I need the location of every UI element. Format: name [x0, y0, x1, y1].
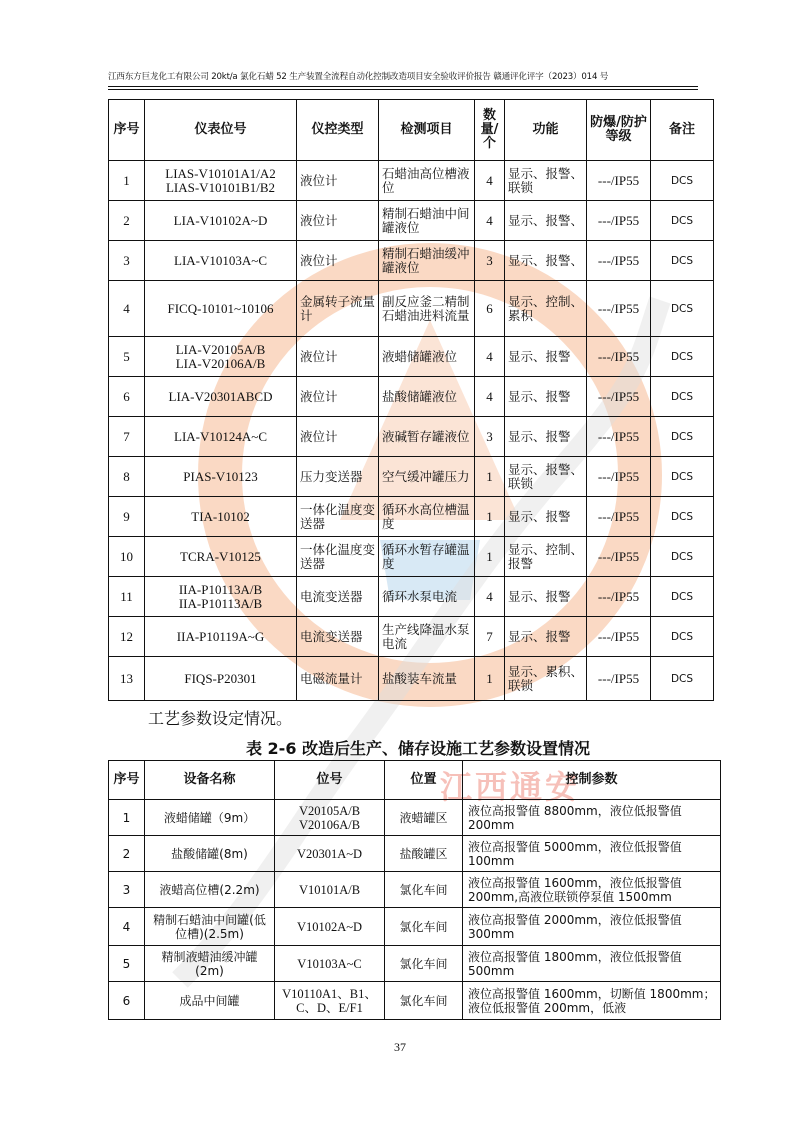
- cell-row-number: 12: [109, 617, 145, 657]
- cell-detection-item: 液蜡储罐液位: [379, 337, 475, 377]
- col-header-qty: 数量/个: [475, 100, 505, 161]
- cell-instrument-type: 液位计: [297, 241, 379, 281]
- table-caption: 表 2-6 改造后生产、储存设施工艺参数设置情况: [245, 739, 591, 758]
- cell-remark: DCS: [651, 657, 714, 701]
- instrument-table-header: [109, 100, 714, 161]
- cell-control-params: 液位高报警值 1600mm，切断值 1800mm；液位低报警值 200mm，低液: [463, 982, 721, 1020]
- cell-quantity: 4: [475, 577, 505, 617]
- cell-instrument-type: 一体化温度变送器: [297, 537, 379, 577]
- cell-remark: DCS: [651, 201, 714, 241]
- section-note: 工艺参数设定情况。: [148, 709, 293, 728]
- cell-remark: DCS: [651, 537, 714, 577]
- cell-instrument-tag: LIA-V10103A~C: [145, 241, 297, 281]
- cell-equipment-name: 液蜡高位槽(2.2m): [145, 872, 275, 908]
- cell-equipment-name: 精制石蜡油中间罐(低位槽)(2.5m): [145, 908, 275, 946]
- cell-quantity: 1: [475, 497, 505, 537]
- cell-protection-level: ---/IP55: [587, 377, 651, 417]
- table-row: [109, 417, 714, 457]
- cell-instrument-type: 液位计: [297, 161, 379, 201]
- cell-detection-item: 精制石蜡油缓冲罐液位: [379, 241, 475, 281]
- cell-function: 显示、报警: [505, 417, 587, 457]
- col-header-func: 功能: [505, 100, 587, 161]
- page-number: 37: [394, 1040, 406, 1054]
- table-row: [109, 161, 714, 201]
- cell-row-number: 4: [109, 908, 145, 946]
- instrument-table: [108, 99, 714, 701]
- cell-function: 显示、报警、: [505, 241, 587, 281]
- table-row: [109, 657, 714, 701]
- cell-remark: DCS: [651, 337, 714, 377]
- cell-detection-item: 循环水高位槽温度: [379, 497, 475, 537]
- cell-equipment-tag: V10102A~D: [275, 908, 385, 946]
- cell-detection-item: 盐酸储罐液位: [379, 377, 475, 417]
- cell-instrument-type: 液位计: [297, 337, 379, 377]
- cell-row-number: 4: [109, 281, 145, 337]
- cell-detection-item: 生产线降温水泵电流: [379, 617, 475, 657]
- cell-row-number: 6: [109, 982, 145, 1020]
- cell-quantity: 1: [475, 657, 505, 701]
- table-row: [109, 377, 714, 417]
- table-row: [109, 577, 714, 617]
- table-row: [109, 537, 714, 577]
- cell-detection-item: 循环水泵电流: [379, 577, 475, 617]
- table-row: [109, 836, 721, 872]
- cell-quantity: 4: [475, 337, 505, 377]
- cell-quantity: 4: [475, 161, 505, 201]
- cell-instrument-tag: FICQ-10101~10106: [145, 281, 297, 337]
- cell-row-number: 10: [109, 537, 145, 577]
- col-header-item: 检测项目: [379, 100, 475, 161]
- col-header-name: 设备名称: [145, 761, 275, 800]
- cell-protection-level: ---/IP55: [587, 657, 651, 701]
- cell-instrument-tag: PIAS-V10123: [145, 457, 297, 497]
- cell-row-number: 2: [109, 201, 145, 241]
- table-row: [109, 337, 714, 377]
- header-rule-thin: [108, 89, 698, 90]
- cell-row-number: 9: [109, 497, 145, 537]
- cell-instrument-type: 电磁流量计: [297, 657, 379, 701]
- cell-equipment-tag: V10103A~C: [275, 946, 385, 982]
- cell-quantity: 3: [475, 417, 505, 457]
- cell-function: 显示、控制、累积: [505, 281, 587, 337]
- cell-function: 显示、报警、: [505, 201, 587, 241]
- cell-control-params: 液位高报警值 1800mm，液位低报警值 500mm: [463, 946, 721, 982]
- cell-function: 显示、报警: [505, 497, 587, 537]
- cell-instrument-type: 压力变送器: [297, 457, 379, 497]
- cell-row-number: 13: [109, 657, 145, 701]
- cell-remark: DCS: [651, 161, 714, 201]
- cell-instrument-type: 一体化温度变送器: [297, 497, 379, 537]
- table-row: [109, 908, 721, 946]
- report-header: 江西东方巨龙化工有限公司 20kt/a 氯化石蜡 52 生产装置全流程自动化控制改造项目安全验收评价报告 赣通评化评字（2023）014 号: [108, 72, 609, 82]
- cell-protection-level: ---/IP55: [587, 281, 651, 337]
- col-header-prot: 防爆/防护等级: [587, 100, 651, 161]
- cell-control-params: 液位高报警值 8800mm，液位低报警值 200mm: [463, 800, 721, 836]
- cell-row-number: 3: [109, 241, 145, 281]
- cell-equipment-name: 液蜡储罐（9m）: [145, 800, 275, 836]
- cell-protection-level: ---/IP55: [587, 201, 651, 241]
- cell-protection-level: ---/IP55: [587, 161, 651, 201]
- cell-quantity: 6: [475, 281, 505, 337]
- cell-protection-level: ---/IP55: [587, 537, 651, 577]
- col-header-no: 序号: [109, 761, 145, 800]
- cell-function: 显示、控制、报警: [505, 537, 587, 577]
- cell-function: 显示、累积、联锁: [505, 657, 587, 701]
- cell-function: 显示、报警: [505, 377, 587, 417]
- cell-instrument-type: 电流变送器: [297, 577, 379, 617]
- cell-row-number: 1: [109, 161, 145, 201]
- cell-remark: DCS: [651, 417, 714, 457]
- table-row: [109, 872, 721, 908]
- cell-detection-item: 液碱暂存罐液位: [379, 417, 475, 457]
- cell-location: 氯化车间: [385, 946, 463, 982]
- cell-instrument-type: 金属转子流量计: [297, 281, 379, 337]
- col-header-no: 序号: [109, 100, 145, 161]
- cell-detection-item: 副反应釜二精制石蜡油进料流量: [379, 281, 475, 337]
- cell-detection-item: 循环水暂存罐温度: [379, 537, 475, 577]
- cell-remark: DCS: [651, 377, 714, 417]
- table-row: [109, 617, 714, 657]
- cell-quantity: 4: [475, 377, 505, 417]
- col-header-tag: 仪表位号: [145, 100, 297, 161]
- cell-instrument-tag: IIA-P10119A~G: [145, 617, 297, 657]
- cell-instrument-tag: TCRA-V10125: [145, 537, 297, 577]
- cell-function: 显示、报警、联锁: [505, 161, 587, 201]
- cell-function: 显示、报警: [505, 577, 587, 617]
- cell-control-params: 液位高报警值 5000mm，液位低报警值 100mm: [463, 836, 721, 872]
- col-header-remark: 备注: [651, 100, 714, 161]
- cell-control-params: 液位高报警值 1600mm，液位低报警值 200mm,高液位联锁停泵值 1500mm: [463, 872, 721, 908]
- cell-location: 氯化车间: [385, 982, 463, 1020]
- cell-instrument-tag: FIQS-P20301: [145, 657, 297, 701]
- cell-remark: DCS: [651, 241, 714, 281]
- table-row: [109, 241, 714, 281]
- cell-equipment-tag: V10101A/B: [275, 872, 385, 908]
- cell-quantity: 4: [475, 201, 505, 241]
- cell-quantity: 7: [475, 617, 505, 657]
- cell-function: 显示、报警: [505, 617, 587, 657]
- cell-detection-item: 石蜡油高位槽液位: [379, 161, 475, 201]
- cell-equipment-tag: V10110A1、B1、C、D、E/F1: [275, 982, 385, 1020]
- cell-protection-level: ---/IP55: [587, 417, 651, 457]
- col-header-ctrl: 控制参数: [463, 761, 721, 800]
- cell-quantity: 1: [475, 457, 505, 497]
- table-row: [109, 800, 721, 836]
- table-row: [109, 281, 714, 337]
- cell-row-number: 8: [109, 457, 145, 497]
- cell-row-number: 5: [109, 946, 145, 982]
- header-rule: [108, 86, 698, 87]
- cell-row-number: 7: [109, 417, 145, 457]
- cell-location: 氯化车间: [385, 872, 463, 908]
- cell-row-number: 11: [109, 577, 145, 617]
- cell-detection-item: 空气缓冲罐压力: [379, 457, 475, 497]
- cell-remark: DCS: [651, 457, 714, 497]
- cell-protection-level: ---/IP55: [587, 241, 651, 281]
- cell-instrument-type: 液位计: [297, 417, 379, 457]
- col-header-tag: 位号: [275, 761, 385, 800]
- cell-protection-level: ---/IP55: [587, 497, 651, 537]
- cell-instrument-tag: LIA-V20301ABCD: [145, 377, 297, 417]
- cell-row-number: 3: [109, 872, 145, 908]
- col-header-type: 仪控类型: [297, 100, 379, 161]
- cell-detection-item: 盐酸装车流量: [379, 657, 475, 701]
- cell-remark: DCS: [651, 577, 714, 617]
- process-param-table: [108, 760, 721, 1020]
- cell-protection-level: ---/IP55: [587, 337, 651, 377]
- cell-instrument-type: 液位计: [297, 201, 379, 241]
- cell-row-number: 6: [109, 377, 145, 417]
- cell-control-params: 液位高报警值 2000mm，液位低报警值 300mm: [463, 908, 721, 946]
- cell-instrument-tag: TIA-10102: [145, 497, 297, 537]
- cell-function: 显示、报警: [505, 337, 587, 377]
- cell-instrument-type: 液位计: [297, 377, 379, 417]
- cell-remark: DCS: [651, 497, 714, 537]
- cell-row-number: 5: [109, 337, 145, 377]
- cell-location: 氯化车间: [385, 908, 463, 946]
- cell-function: 显示、报警、联锁: [505, 457, 587, 497]
- cell-remark: DCS: [651, 617, 714, 657]
- table-row: [109, 982, 721, 1020]
- param-table-header: [109, 761, 721, 800]
- cell-instrument-tag: LIA-V20105A/B LIA-V20106A/B: [145, 337, 297, 377]
- cell-instrument-tag: IIA-P10113A/B IIA-P10113A/B: [145, 577, 297, 617]
- table-row: [109, 457, 714, 497]
- table-row: [109, 946, 721, 982]
- table-row: [109, 201, 714, 241]
- cell-equipment-name: 精制液蜡油缓冲罐(2m): [145, 946, 275, 982]
- cell-equipment-tag: V20105A/B V20106A/B: [275, 800, 385, 836]
- cell-protection-level: ---/IP55: [587, 457, 651, 497]
- cell-equipment-name: 盐酸储罐(8m): [145, 836, 275, 872]
- cell-instrument-tag: LIA-V10124A~C: [145, 417, 297, 457]
- col-header-loc: 位置: [385, 761, 463, 800]
- cell-quantity: 3: [475, 241, 505, 281]
- cell-detection-item: 精制石蜡油中间罐液位: [379, 201, 475, 241]
- cell-protection-level: ---/IP55: [587, 617, 651, 657]
- cell-row-number: 1: [109, 800, 145, 836]
- cell-instrument-type: 电流变送器: [297, 617, 379, 657]
- cell-location: 液蜡罐区: [385, 800, 463, 836]
- cell-instrument-tag: LIA-V10102A~D: [145, 201, 297, 241]
- cell-equipment-tag: V20301A~D: [275, 836, 385, 872]
- cell-location: 盐酸罐区: [385, 836, 463, 872]
- cell-remark: DCS: [651, 281, 714, 337]
- cell-row-number: 2: [109, 836, 145, 872]
- cell-quantity: 1: [475, 537, 505, 577]
- cell-equipment-name: 成品中间罐: [145, 982, 275, 1020]
- cell-protection-level: ---/IP55: [587, 577, 651, 617]
- watermark-text: 江西通安: [440, 768, 581, 806]
- table-row: [109, 497, 714, 537]
- cell-instrument-tag: LIAS-V10101A1/A2 LIAS-V10101B1/B2: [145, 161, 297, 201]
